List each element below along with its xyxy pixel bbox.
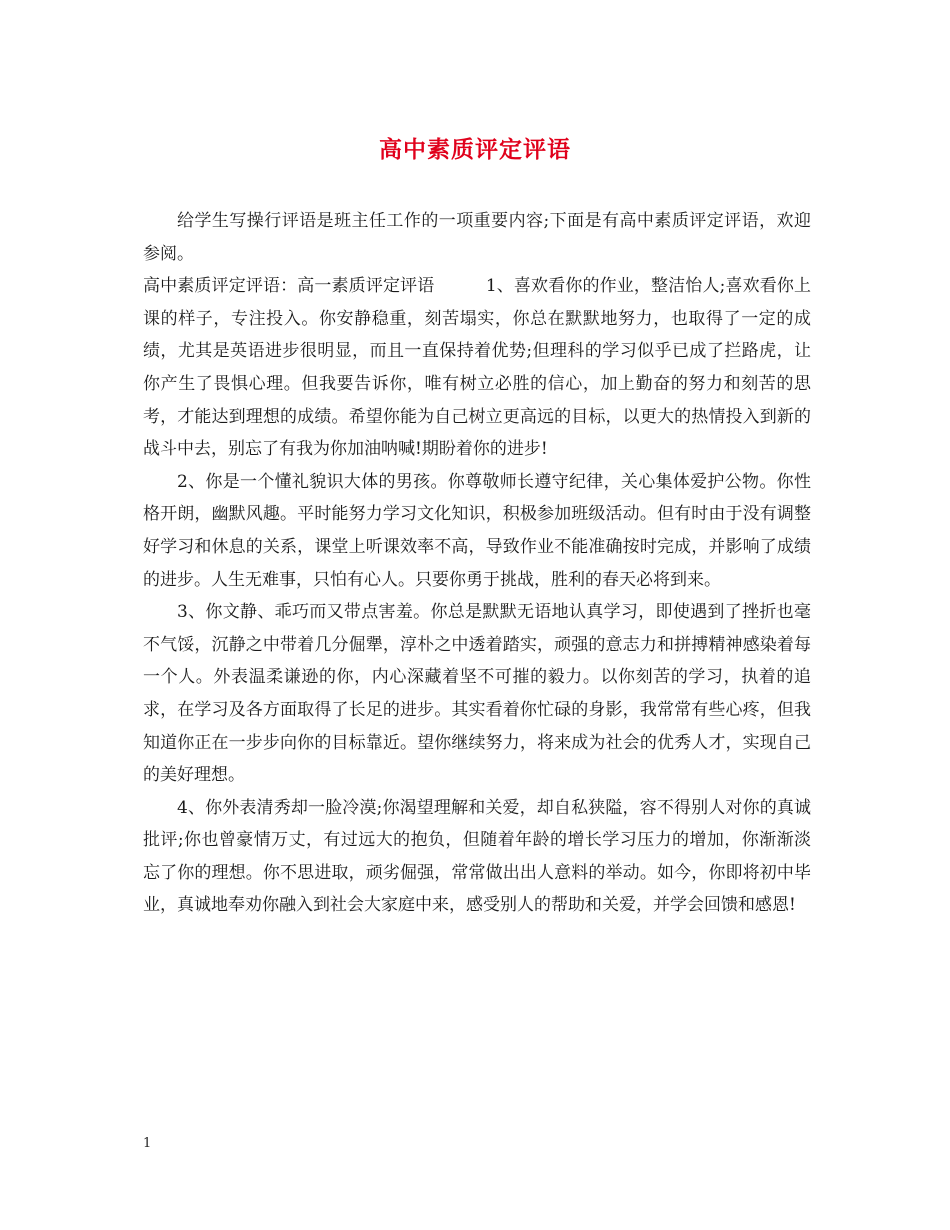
- paragraph-2: 2、你是一个懂礼貌识大体的男孩。你尊敬师长遵守纪律，关心集体爱护公物。你性格开朗，幽默风趣。平时能努力学习文化知识，积极参加班级活动。但有时由于没有调整好学习和休息的关系，课堂上听课效率不高，导致作业不能准确按时完成，并影响了成绩的进步。人生无难事，只怕有心人。只要你勇于挑战，胜利的春天必将到来。: [143, 471, 811, 590]
- heading-gap: [434, 276, 485, 296]
- paragraph-1-text: 1、喜欢看你的作业，整洁怡人;喜欢看你上课的样子，专注投入。你安静稳重，刻苦塌实，你总在默默地努力，也取得了一定的成绩，尤其是英语进步很明显，而且一直保持着优势;但理科的学习似乎已成了拦路虎，让你产生了畏惧心理。但我要告诉你，唯有树立必胜的信心，加上勤奋的努力和刻苦的思考，才能达到理想的成绩。希望你能为自己树立更高远的目标，以更大的热情投入到新的战斗中去，别忘了有我为你加油呐喊!期盼着你的进步!: [143, 276, 812, 460]
- paragraph-4: 4、你外表清秀却一脸冷漠;你渴望理解和关爱，却自私狭隘，容不得别人对你的真诚批评;你也曾豪情万丈，有过远大的抱负，但随着年龄的增长学习压力的增加，你渐渐淡忘了你的理想。你不思进取，顽劣倔强，常常做出出人意料的举动。如今，你即将初中毕业，真诚地奉劝你融入到社会大家庭中来，感受别人的帮助和关爱，并学会回馈和感恩!: [143, 797, 811, 916]
- document-body: [143, 205, 811, 922]
- section-heading: 高中素质评定评语：高一素质评定评语: [143, 276, 435, 297]
- intro-paragraph: 给学生写操行评语是班主任工作的一项重要内容;下面是有高中素质评定评语，欢迎参阅。: [143, 211, 811, 264]
- section-paragraph-1: [143, 270, 811, 466]
- paragraph-3: 3、你文静、乖巧而又带点害羞。你总是默默无语地认真学习，即使遇到了挫折也毫不气馁，沉静之中带着几分倔犟，淳朴之中透着踏实，顽强的意志力和拼搏精神感染着每一个人。外表温柔谦逊的你，内心深藏着坚不可摧的毅力。以你刻苦的学习，执着的追求，在学习及各方面取得了长足的进步。其实看着你忙碌的身影，我常常有些心疼，但我知道你正在一步步向你的目标靠近。望你继续努力，将来成为社会的优秀人才，实现自己的美好理想。: [143, 602, 811, 786]
- document-title: 高中素质评定评语: [379, 136, 571, 163]
- page-number: 1: [143, 1136, 152, 1151]
